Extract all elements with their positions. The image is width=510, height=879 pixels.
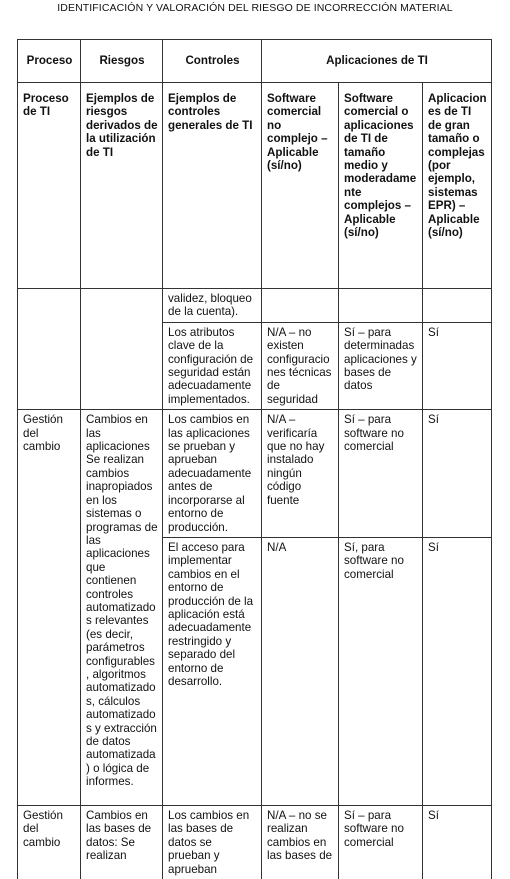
table-row	[18, 289, 492, 323]
header-proceso: Proceso	[18, 40, 81, 83]
table-row	[18, 805, 492, 879]
cell-control: Los cambios en las bases de datos se prueban y aprueban	[163, 805, 262, 879]
cell-risk: Cambios en las aplicaciones Se realizan cambios inapropiados en los sistemas o programas de las aplicaciones que contienen controles automatizados relevantes (es decir, parámetros configurables, algoritmos automatizados, cálculos automatizados y extracción de datos automatizada) o lógica de informes.	[81, 410, 163, 806]
cell-process: Gestión del cambio	[18, 410, 81, 806]
it-risk-table	[17, 39, 492, 879]
cell-non-complex: N/A – no se realizan cambios en las bases de	[262, 805, 339, 879]
cell-control: Los cambios en las aplicaciones se prueban y aprueban adecuadamente antes de incorporarse al entorno de producción.	[163, 410, 262, 538]
cell-medium: Sí – para determinadas aplicaciones y bases de datos	[339, 322, 423, 409]
cell-non-complex	[262, 289, 339, 323]
cell-risk	[81, 289, 163, 410]
cell-large	[423, 289, 492, 323]
page-title: IDENTIFICACIÓN Y VALORACIÓN DEL RIESGO DE INCORRECCIÓN MATERIAL	[57, 2, 453, 14]
cell-large: Sí	[423, 322, 492, 409]
group-header-row	[18, 40, 492, 83]
cell-control: Los atributos clave de la configuración de seguridad están adecuadamente implementados.	[163, 322, 262, 409]
cell-non-complex: N/A – no existen configuraciones técnicas de seguridad	[262, 322, 339, 409]
cell-medium	[339, 289, 423, 323]
header-riesgos: Riesgos	[81, 40, 163, 83]
header-controles: Controles	[163, 40, 262, 83]
header-aplicaciones-ti: Aplicaciones de TI	[262, 40, 492, 83]
subheader-ejemplos-riesgos: Ejemplos de riesgos derivados de la utilización de TI	[81, 83, 163, 289]
cell-non-complex: N/A	[262, 537, 339, 805]
cell-non-complex: N/A – verificaría que no hay instalado ningún código fuente	[262, 410, 339, 538]
subheader-aplicaciones-grandes: Aplicaciones de TI de gran tamaño o complejas (por ejemplo, sistemas EPR) – Aplicable (sí/no)	[423, 83, 492, 289]
cell-medium: Sí – para software no comercial	[339, 410, 423, 538]
cell-large: Sí	[423, 805, 492, 879]
cell-risk: Cambios en las bases de datos: Se realizan	[81, 805, 163, 879]
subheader-software-no-complejo: Software comercial no complejo – Aplicable (sí/no)	[262, 83, 339, 289]
subheader-software-medio: Software comercial o aplicaciones de TI de tamaño medio y moderadamente complejos – Aplicable (sí/no)	[339, 83, 423, 289]
cell-large: Sí	[423, 410, 492, 538]
cell-control: El acceso para implementar cambios en el entorno de producción de la aplicación está adecuadamente restringido y separado del entorno de desarrollo.	[163, 537, 262, 805]
cell-process: Gestión del cambio	[18, 805, 81, 879]
sub-header-row	[18, 83, 492, 289]
cell-medium: Sí, para software no comercial	[339, 537, 423, 805]
cell-large: Sí	[423, 537, 492, 805]
subheader-ejemplos-controles: Ejemplos de controles generales de TI	[163, 83, 262, 289]
cell-process	[18, 289, 81, 410]
cell-control: validez, bloqueo de la cuenta).	[163, 289, 262, 323]
subheader-proceso-ti: Proceso de TI	[18, 83, 81, 289]
cell-medium: Sí – para software no comercial	[339, 805, 423, 879]
table-row	[18, 410, 492, 538]
